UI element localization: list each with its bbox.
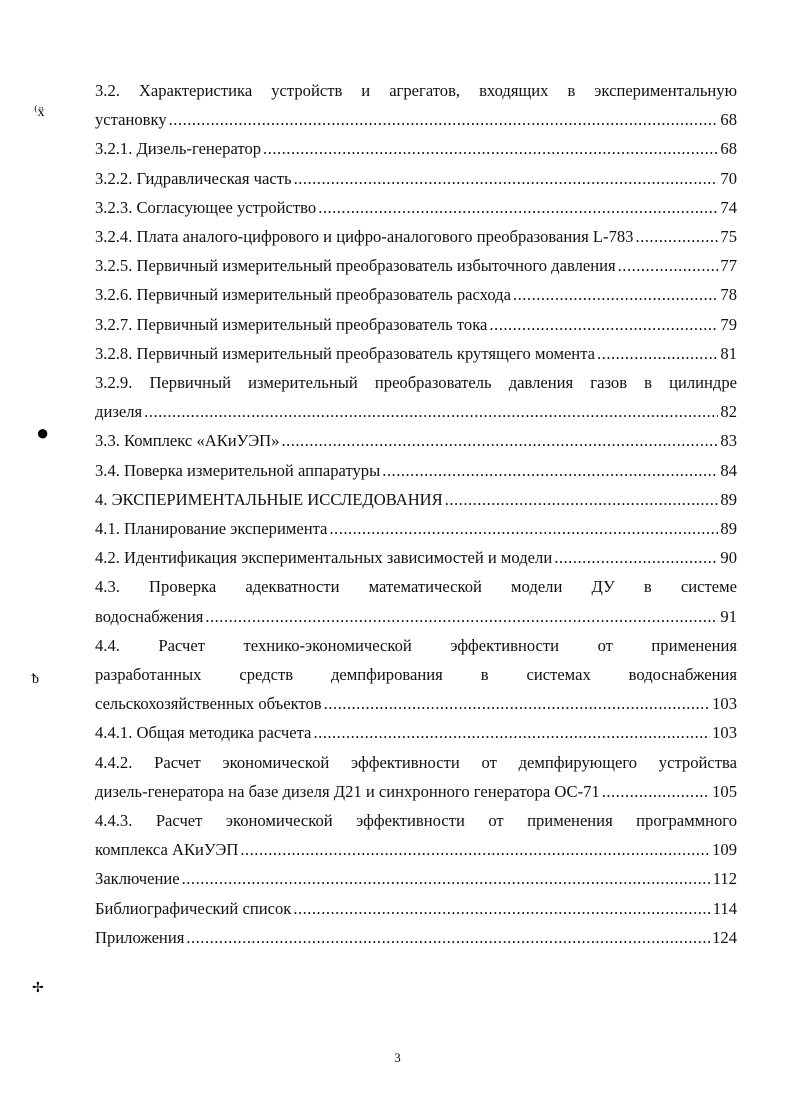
toc-entry[interactable] <box>95 76 737 134</box>
dot-leader <box>513 280 718 309</box>
scan-mark: ⁽ẍ <box>34 105 45 120</box>
toc-entry-lead: разработанных средств демпфирования в системах водоснабжения <box>95 665 737 685</box>
page-number: 3 <box>394 1050 401 1065</box>
scan-mark: ● <box>36 420 50 445</box>
toc-entry-title: Приложения <box>95 927 185 947</box>
toc-entry-title: 3.2.1. Дизель-генератор <box>95 139 262 159</box>
dot-leader <box>318 193 718 222</box>
toc-entry-page: 112 <box>712 869 737 889</box>
toc-entry-lead: 4.4. Расчет технико-экономической эффективности от применения <box>95 635 737 655</box>
dot-leader <box>597 339 718 368</box>
toc-entry[interactable] <box>95 339 737 368</box>
toc-entry-page: 103 <box>712 694 737 714</box>
toc-entry-title: 3.2.5. Первичный измерительный преобразователь избыточного давления <box>95 256 616 276</box>
dot-leader <box>294 164 719 193</box>
toc-entry-title: дизель-генератора на базе дизеля Д21 и синхронного генератора ОС-71 <box>95 781 600 801</box>
toc-entry-title: 3.3. Комплекс «АКиУЭП» <box>95 431 280 451</box>
toc-entry-title: комплекса АКиУЭП <box>95 840 239 860</box>
dot-leader <box>263 134 718 163</box>
toc-entry-page: 114 <box>712 898 737 918</box>
toc-entry-page: 82 <box>720 402 737 422</box>
toc-entry-title: сельскохозяйственных объектов <box>95 694 322 714</box>
toc-entry-title: 3.2.7. Первичный измерительный преобразователь тока <box>95 314 488 334</box>
toc-entry-lead: 4.4.2. Расчет экономической эффективности от демпфирующего устройства <box>95 752 737 772</box>
dot-leader <box>313 718 710 747</box>
toc-entry-title: дизеля <box>95 402 143 422</box>
toc-entry-page: 109 <box>712 840 737 860</box>
toc-entry-page: 89 <box>720 489 737 509</box>
toc-entry-page: 74 <box>720 197 737 217</box>
toc-entry-title: Заключение <box>95 869 180 889</box>
dot-leader <box>635 222 718 251</box>
toc-entry-lead: 4.3. Проверка адекватности математической модели ДУ в системе <box>95 577 737 597</box>
dot-leader <box>324 689 710 718</box>
toc-entry-page: 81 <box>720 343 737 363</box>
toc-entry-title: 3.4. Поверка измерительной аппаратуры <box>95 460 381 480</box>
toc-entry-page: 75 <box>720 227 737 247</box>
dot-leader <box>182 864 711 893</box>
toc-entry-lead: 4.4.3. Расчет экономической эффективности от применения программного <box>95 811 737 831</box>
toc-entry-page: 68 <box>720 110 737 130</box>
toc-entry-title: 4.1. Планирование эксперимента <box>95 519 328 539</box>
toc-entry[interactable] <box>95 368 737 426</box>
toc-entry[interactable] <box>95 280 737 309</box>
toc-entry[interactable] <box>95 456 737 485</box>
dot-leader <box>186 923 710 952</box>
dot-leader <box>281 426 718 455</box>
toc-entry-page: 77 <box>720 256 737 276</box>
dot-leader <box>445 485 719 514</box>
toc-entry-title: 4.2. Идентификация экспериментальных зависимостей и модели <box>95 548 553 568</box>
toc-entry[interactable] <box>95 572 737 630</box>
toc-entry-title: установку <box>95 110 167 130</box>
toc-entry-page: 83 <box>720 431 737 451</box>
toc-entry[interactable] <box>95 543 737 572</box>
toc-entry[interactable] <box>95 164 737 193</box>
toc-entry-title: Библиографический список <box>95 898 292 918</box>
toc-entry[interactable] <box>95 894 737 923</box>
toc-entry[interactable] <box>95 485 737 514</box>
dot-leader <box>618 251 719 280</box>
scan-mark: ✢ <box>32 981 44 996</box>
toc-entry[interactable] <box>95 310 737 339</box>
toc-entry[interactable] <box>95 923 737 952</box>
toc-entry-title: 3.2.4. Плата аналого-цифрового и цифро-аналогового преобразования L-783 <box>95 227 634 247</box>
toc-entry-title: 3.2.6. Первичный измерительный преобразователь расхода <box>95 285 511 305</box>
toc-entry-page: 68 <box>720 139 737 159</box>
toc-entry[interactable] <box>95 864 737 893</box>
toc-entry-page: 79 <box>720 314 737 334</box>
toc-entry[interactable] <box>95 718 737 747</box>
toc-entry-page: 78 <box>720 285 737 305</box>
toc-entry-page: 124 <box>712 927 737 947</box>
toc-entry-title: 4.4.1. Общая методика расчета <box>95 723 312 743</box>
dot-leader <box>293 894 710 923</box>
dot-leader <box>169 105 719 134</box>
toc-entry-page: 89 <box>720 519 737 539</box>
dot-leader <box>382 456 718 485</box>
toc-entry-page: 103 <box>712 723 737 743</box>
dot-leader <box>554 543 718 572</box>
toc-entry[interactable] <box>95 748 737 806</box>
dot-leader <box>602 777 710 806</box>
table-of-contents <box>95 76 737 952</box>
dot-leader <box>329 514 718 543</box>
toc-entry-lead: 3.2. Характеристика устройств и агрегатов, входящих в экспериментальную <box>95 81 737 100</box>
toc-entry-page: 84 <box>720 460 737 480</box>
toc-entry[interactable] <box>95 631 737 719</box>
toc-entry-title: 3.2.2. Гидравлическая часть <box>95 168 292 188</box>
toc-entry-page: 105 <box>712 781 737 801</box>
toc-entry[interactable] <box>95 251 737 280</box>
toc-entry[interactable] <box>95 134 737 163</box>
dot-leader <box>144 397 718 426</box>
toc-entry-page: 90 <box>720 548 737 568</box>
dot-leader <box>240 835 710 864</box>
toc-entry[interactable] <box>95 193 737 222</box>
toc-entry[interactable] <box>95 806 737 864</box>
toc-entry[interactable] <box>95 514 737 543</box>
toc-entry-title: 3.2.3. Согласующее устройство <box>95 197 317 217</box>
toc-entry[interactable] <box>95 222 737 251</box>
scan-mark: ᵬ <box>32 672 39 687</box>
toc-entry-lead: 3.2.9. Первичный измерительный преобразователь давления газов в цилиндре <box>95 373 737 393</box>
dot-leader <box>205 602 718 631</box>
toc-entry-page: 91 <box>720 606 737 626</box>
dot-leader <box>489 310 718 339</box>
toc-entry-title: водоснабжения <box>95 606 204 626</box>
toc-entry-page: 70 <box>720 168 737 188</box>
toc-entry-title: 4. ЭКСПЕРИМЕНТАЛЬНЫЕ ИССЛЕДОВАНИЯ <box>95 489 443 509</box>
toc-entry[interactable] <box>95 426 737 455</box>
toc-entry-title: 3.2.8. Первичный измерительный преобразователь крутящего момента <box>95 343 596 363</box>
